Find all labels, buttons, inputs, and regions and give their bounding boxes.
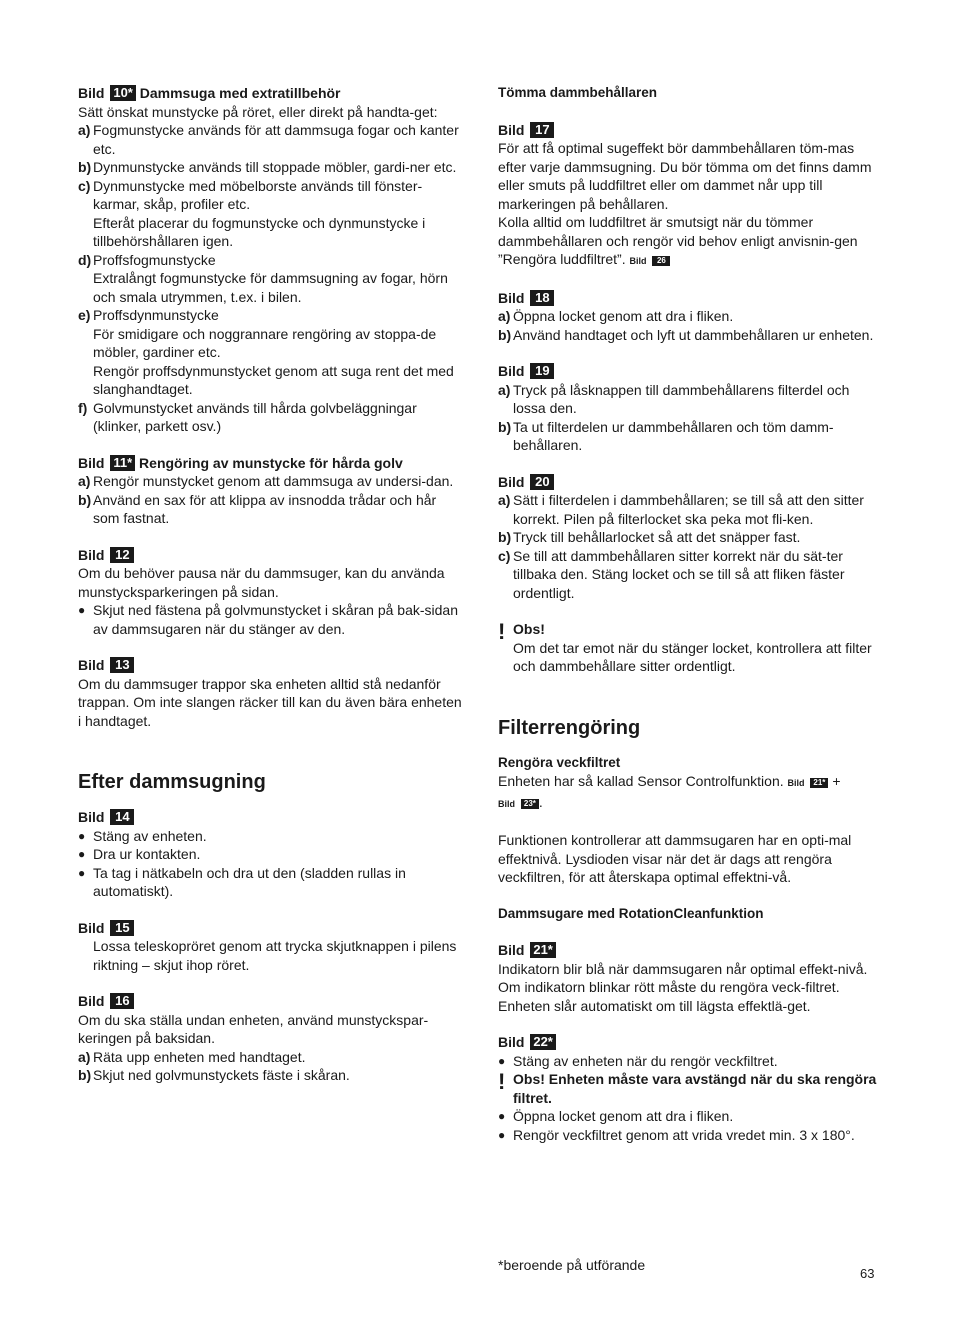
warning-note [498,620,882,676]
bild-label: Bild [78,657,105,673]
warning-icon: ! [498,1069,506,1094]
bild-label: Bild [78,993,105,1009]
warning-text [513,620,882,676]
bild-heading [78,84,462,103]
section-heading: Filterrengöring [498,716,641,739]
list-marker: b) [78,491,92,508]
section-veckfilter [498,772,882,887]
list-marker: b) [498,529,512,545]
list-text: Tryck till behållarlocket så att det snäpper fast. [513,529,801,545]
bullet-icon: ● [78,828,86,843]
bild-heading [498,1033,882,1052]
list-marker: b) [498,326,512,343]
list-marker: e) [78,307,91,323]
list-marker: a) [498,308,511,324]
section-heading: Efter dammsugning [78,771,266,793]
warning-body: Om det tar emot när du stänger locket, kontrollera att filter och dammbehållare sitter ordentligt. [513,639,872,674]
bullet-icon: ● [78,603,86,617]
subheading: Rengöra veckfiltret [498,754,621,770]
list-item [498,326,882,345]
bild-label: Bild [498,363,525,379]
list-marker: a) [78,1048,91,1065]
list-text: Skjut ned fästena på golvmunstycket i skåran på bak-sidan av dammsugaren när du stänger av den. [93,602,458,637]
list-item [498,307,882,326]
bild-heading [498,121,882,140]
figure-number-badge: 11* [110,455,135,471]
bild-label: Bild [78,919,105,936]
bullet-icon: ● [498,1053,506,1068]
list-text: Stäng av enheten när du rengör veckfiltret. [513,1052,778,1069]
subheading: Tömma dammbehållaren [498,85,658,100]
list-marker: d) [78,251,92,268]
figure-number-badge: 13 [110,657,134,673]
list-item [78,158,462,177]
section-bild-10 [78,84,462,436]
bild-heading [498,473,882,492]
paragraph [498,213,882,271]
list-marker: c) [78,177,91,194]
figure-number-badge: 16 [110,993,134,1009]
list-text: Ta tag i nätkabeln och dra ut den (sladden rullas in automatiskt). [93,864,406,899]
figure-number-badge: 14 [110,809,134,825]
list-marker: a) [78,473,91,489]
left-column [78,84,462,1103]
list-text: Dra ur kontakten. [93,846,201,862]
section-bild-17 [498,121,882,271]
list-text: Golvmunstycket används till hårda golvbeläggningar (klinker, parkett osv.) [93,399,417,434]
paragraph: Om du dammsuger trappor ska enheten alltid stå nedanför trappan. Om inte slangen räcker till kan du även bära enheten i handtaget. [78,675,462,729]
paragraph: Om du behöver pausa när du dammsuger, kan du använda munstycksparkeringen på sidan. [78,565,445,600]
bild-heading [498,289,882,308]
bild-heading [498,941,882,960]
list-item [78,306,462,325]
list-subtext: Efteråt placerar du fogmunstycke och dynmunstycke i tillbehörshållaren igen. [93,214,426,249]
list-item [78,472,462,491]
list-subtext: Rengör proffsdynmunstycket genom att suga rent det med slanghandtaget. [93,362,454,397]
bild-heading [78,656,462,675]
list-marker: a) [498,492,511,508]
bullet-item [498,1107,882,1126]
plus-sign: + [832,773,841,789]
bild-heading [78,454,462,473]
subheading: Dammsugare med RotationCleanfunktion [498,905,764,921]
figure-reference-badge: 26 [652,256,670,266]
bild-label: Bild [78,85,105,101]
paragraph: Indikatorn blir blå när dammsugaren når optimal effekt-nivå. Om indikatorn blinkar rött måste du rengöra veck-filtret. Enheten slår automatiskt om till lägsta effektlä-get. [498,960,868,1014]
paragraph: För att få optimal sugeffekt bör dammbehållaren töm-mas efter varje dammsugning. Du bör tömma om det finns damm eller smuts på luddfiltret eller om dammet når upp till markeringen på behållaren. [498,140,872,212]
list-item [498,547,882,603]
list-item [78,491,462,528]
bullet-icon: ● [498,1109,506,1123]
figure-number-badge: 19 [530,363,554,379]
list-item [78,251,462,270]
paragraph-text: Enheten har så kallad Sensor Controlfunktion. [498,773,784,789]
warning-note [498,1070,882,1107]
bild-heading [78,546,462,565]
bild-heading [78,919,462,938]
bild-label: Bild [498,942,525,958]
list-item [78,177,462,214]
bullet-item [498,1052,882,1071]
warning-icon: ! [498,619,506,644]
page-number: 63 [860,1266,875,1281]
paragraph: Funktionen kontrollerar att dammsugaren har en opti-mal effektnivå. Lysdioden visar när det är dags att rengöra veckfiltren, för att återskapa optimal effektni-vå. [498,832,852,885]
bild-label: Bild [498,1034,525,1050]
list-text: Se till att dammbehållaren sitter korrekt när du sät-ter tillbaka den. Stäng locket och se till så att fliken fäster ordentligt. [513,547,845,601]
list-text: Skjut ned golvmunstyckets fäste i skåran. [93,1067,350,1083]
list-marker: b) [78,1067,92,1083]
bullet-icon: ● [498,1127,506,1142]
bild-heading [78,808,462,827]
list-item [78,399,462,436]
bild-label: Bild [498,289,525,306]
list-text: Rengör munstycket genom att dammsuga av undersi-dan. [93,473,454,489]
list-text: Öppna locket genom att dra i fliken. [513,1108,734,1124]
figure-number-badge: 20 [530,474,554,490]
section-bild-20 [498,473,882,603]
bild-label: Bild [498,473,525,490]
list-marker: b) [498,418,512,435]
bullet-item [78,601,462,638]
bild-heading [78,992,462,1011]
warning-text: Obs! Enheten måste vara avstängd när du ska rengöra filtret. [513,1071,877,1106]
footnote: *beroende på utförande [498,1257,646,1273]
list-text: Stäng av enheten. [93,827,207,844]
list-marker: c) [498,547,511,564]
list-item [498,528,882,547]
bild-label: Bild [78,809,105,825]
list-text: Använd en sax för att klippa av insnodda trådar och hår som fastnat. [93,491,437,526]
list-marker: f) [78,399,88,416]
bild-reference-label: Bild [787,778,805,788]
figure-number-badge: 12 [110,547,134,563]
list-subtext: Extralångt fogmunstycke för dammsugning av fogar, hörn och smala utrymmen, t.ex. i bilen. [93,270,448,305]
section-bild-22 [498,1033,882,1144]
bild-heading [498,362,882,381]
warning-title: Obs! [513,621,545,637]
figure-number-badge: 15 [110,920,134,936]
bullet-item [78,845,462,864]
list-text: Fogmunstycke används för att dammsuga fogar och kanter etc. [93,122,459,157]
figure-number-badge: 18 [530,290,554,306]
section-bild-21 [498,941,882,1015]
list-item [78,1048,462,1067]
section-bild-19 [498,362,882,455]
list-text: Sätt i filterdelen i dammbehållaren; se till så att den sitter korrekt. Pilen på filterlocket ska peka mot fli-ken. [513,492,864,527]
section-bild-13 [78,656,462,730]
list-marker: a) [498,381,511,398]
list-text: Öppna locket genom att dra i fliken. [513,308,734,324]
bullet-icon: ● [78,847,86,861]
list-marker: b) [78,159,92,175]
figure-number-badge: 10* [110,85,136,101]
bild-label: Bild [78,546,105,563]
section-bild-12 [78,546,462,639]
list-text: Rengör veckfiltret genom att vrida vredet min. 3 x 180°. [513,1126,855,1143]
list-text: Tryck på låsknappen till dammbehållarens filterdel och lossa den. [513,381,850,416]
section-bild-15 [78,919,462,975]
list-subtext: För smidigare och noggrannare rengöring av stoppa-de möbler, gardiner etc. [93,325,437,360]
bild-label: Bild [498,121,525,138]
right-column [498,84,882,1162]
bullet-icon: ● [78,865,86,880]
section-bild-16 [78,992,462,1085]
paragraph: Om du ska ställa undan enheten, använd munstyckspar-keringen på baksidan. [78,1011,429,1046]
list-text: Dynmunstycke med möbelborste används till fönster-karmar, skåp, profiler etc. [93,177,423,212]
paragraph: Lossa teleskopröret genom att trycka skjutknappen i pilens riktning – skjut ihop röret. [93,938,457,973]
figure-number-badge: 22* [530,1034,556,1050]
list-item [78,1066,462,1085]
bullet-item [498,1126,882,1145]
section-title: Dammsuga med extratillbehör [139,85,341,101]
bild-label: Bild [78,454,105,471]
section-bild-14 [78,808,462,901]
paragraph-text: Kolla alltid om luddfiltret är smutsigt när du tömmer dammbehållaren och rengör vid behov enligt anvisnin-gen ”Rengöra luddfiltret”. [498,214,858,267]
list-text: Dynmunstycke används till stoppade möbler, gardi-ner etc. [93,159,457,175]
bullet-item [78,864,462,901]
figure-reference-badge: 23* [521,799,539,809]
list-text: Använd handtaget och lyft ut dammbehållaren ur enheten. [513,326,874,343]
bullet-item [78,827,462,846]
paragraph: Sätt önskat munstycke på röret, eller direkt på handta-get: [78,103,438,120]
period: . [538,793,543,810]
paragraph [498,772,882,813]
list-item [498,381,882,418]
list-text: Proffsdynmunstycke [93,307,219,323]
figure-number-badge: 21* [530,942,556,958]
section-bild-11 [78,454,462,528]
list-item [78,121,462,158]
figure-number-badge: 17 [530,122,554,138]
list-text: Räta upp enheten med handtaget. [93,1048,306,1065]
section-title: Rengöring av munstycke för hårda golv [139,454,403,471]
list-marker: a) [78,122,91,138]
bild-reference-label: Bild [498,798,515,809]
bild-reference-label: Bild [629,256,647,266]
list-text: Ta ut filterdelen ur dammbehållaren och töm damm-behållaren. [513,418,834,453]
list-text: Proffsfogmunstycke [93,251,216,268]
list-item [498,418,882,455]
figure-reference-badge: 21* [810,778,828,788]
list-item [498,491,882,528]
section-bild-18 [498,289,882,345]
